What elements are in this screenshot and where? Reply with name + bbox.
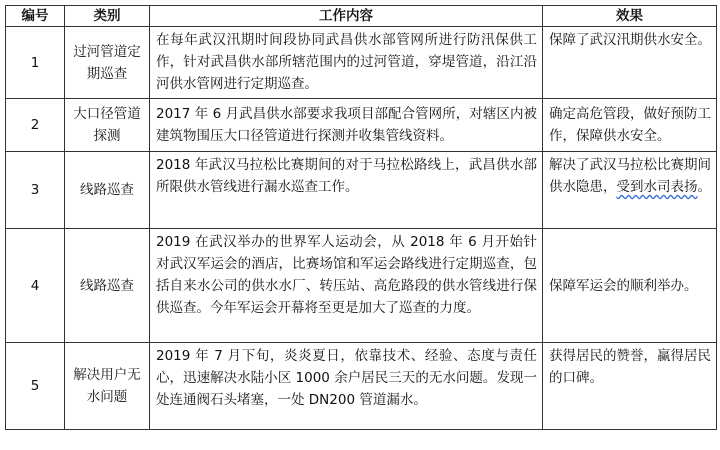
header-num: 编号	[6, 6, 65, 27]
row-category: 线路巡查	[65, 229, 150, 343]
row-effect: 获得居民的赞誉，赢得居民的口碑。	[543, 343, 717, 430]
row-category: 解决用户无水问题	[65, 343, 150, 430]
effect-praise-text: 受到水司表扬	[616, 179, 698, 195]
effect-text-end: 。	[697, 179, 711, 195]
header-category: 类别	[65, 6, 150, 27]
row-work: 2017 年 6 月武昌供水部要求我项目部配合管网所，对辖区内被建筑物围压大口径管道进行探测并收集管线资料。	[150, 99, 543, 152]
header-effect: 效果	[543, 6, 717, 27]
row-num: 5	[6, 343, 65, 430]
row-work: 2019 在武汉举办的世界军人运动会，从 2018 年 6 月开始针对武汉军运会的酒店，比赛场馆和军运会路线进行定期巡查，包括自来水公司的供水水厂、转压站、高危路段的供水管线进行保供巡查。今年军运会开幕将至更是加大了巡查的力度。	[150, 229, 543, 343]
row-category: 过河管道定期巡查	[65, 27, 150, 99]
row-effect	[543, 152, 717, 229]
table-row	[6, 99, 717, 152]
table-row	[6, 152, 717, 229]
row-work: 2018 年武汉马拉松比赛期间的对于马拉松路线上，武昌供水部所限供水管线进行漏水巡查工作。	[150, 152, 543, 229]
effect-text: 解决了武汉马拉松比赛期间供水隐患，	[549, 157, 711, 195]
row-effect: 确定高危管段，做好预防工作，保障供水安全。	[543, 99, 717, 152]
row-num: 4	[6, 229, 65, 343]
row-category: 大口径管道探测	[65, 99, 150, 152]
header-row	[6, 6, 717, 27]
row-effect: 保障了武汉汛期供水安全。	[543, 27, 717, 99]
row-num: 2	[6, 99, 65, 152]
row-num: 3	[6, 152, 65, 229]
row-effect: 保障军运会的顺利举办。	[543, 229, 717, 343]
work-table	[5, 5, 717, 430]
table-row	[6, 229, 717, 343]
row-num: 1	[6, 27, 65, 99]
row-work: 2019 年 7 月下旬，炎炎夏日，依靠技术、经验、态度与责任心，迅速解决水陆小区 1000 余户居民三天的无水问题。发现一处连通阀石头堵塞，一处 DN200 管道漏水。	[150, 343, 543, 430]
table-row	[6, 343, 717, 430]
header-work: 工作内容	[150, 6, 543, 27]
table-row	[6, 27, 717, 99]
row-work: 在每年武汉汛期时间段协同武昌供水部管网所进行防汛保供工作，针对武昌供水部所辖范围内的过河管道，穿堤管道，沿江沿河供水管网进行定期巡查。	[150, 27, 543, 99]
row-category: 线路巡查	[65, 152, 150, 229]
